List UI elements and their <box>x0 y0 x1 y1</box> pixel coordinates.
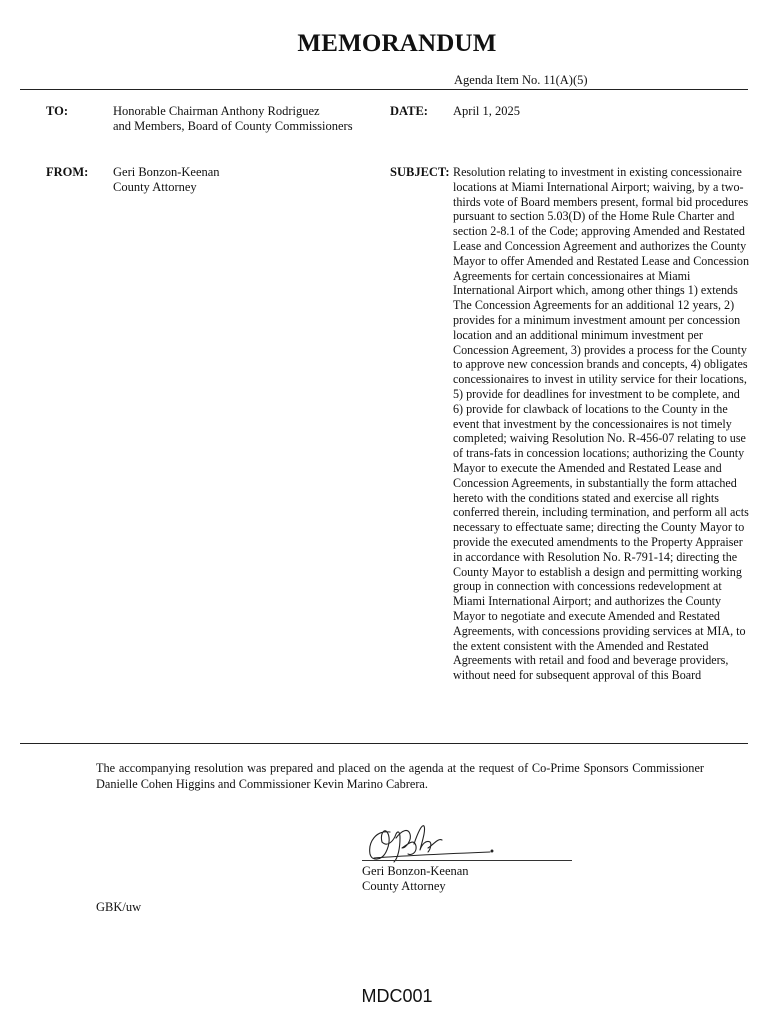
memorandum-title: MEMORANDUM <box>297 30 497 57</box>
typist-initials: GBK/uw <box>96 900 142 914</box>
signature-line <box>362 860 572 861</box>
subject-text: Resolution relating to investment in existing concessionaire locations at Miami International Airport; waiving, by a two-thirds vote of Board members present, formal bid procedures pursuant to section 5.03(D) of the Home Rule Charter and section 2-8.1 of the Code; approving Amended and Restated Lease and Concession Agreement and authorizes the County Mayor to offer Amended and Restated Lease and Concession Agreements for certain concessionaires at Miami International Airport which, among other things 1) extends The Concession Agreements for an additional 12 years, 2) provides for a minimum investment amount per concession location and an additional minimum investment per Concession Agreement, 3) provides a process for the County to approve new concession brands and concepts, 4) obligates concessionaires to invest in utility service for their locations, 5) provide for deadlines for investment to be complete, and 6) provide for clawback of locations to the County in the event that investment by the concessionaires is not timely completed; waiving Resolution No. R-456-07 relating to use of trans-fats in concession locations; authorizing the County Mayor to execute the Amended and Restated Lease and Concession Agreements, in substantially the form attached hereto with the conditions stated and exercise all rights conferred therein, including termination, and perform all acts necessary to effectuate same; directing the County Mayor to provide the executed amendments to the Property Appraiser in accordance with Resolution No. R-791-14; directing the County Mayor to establish a design and permitting working group in connection with concessions redevelopment at Miami International Airport; and authorizes the County Mayor to negotiate and execute Amended and Restated Agreements, with concessions providing services at MIA, to the extent consistent with the Amended and Restated Agreements with retail and food and beverage providers, without need for subsequent approval of this Board <box>453 165 749 683</box>
date-label: DATE: <box>390 104 428 118</box>
from-sender <box>113 165 220 195</box>
agenda-item: Agenda Item No. 11(A)(5) <box>454 73 588 87</box>
to-line-2: and Members, Board of County Commissioners <box>113 118 353 133</box>
signatory-name: Geri Bonzon-Keenan <box>362 864 469 878</box>
signatory-title: County Attorney <box>362 879 446 893</box>
to-line-1: Honorable Chairman Anthony Rodriguez <box>113 104 320 118</box>
from-label: FROM: <box>46 165 89 179</box>
from-line-2: County Attorney <box>113 179 197 194</box>
from-line-1: Geri Bonzon-Keenan <box>113 165 220 179</box>
body-paragraph: The accompanying resolution was prepared and placed on the agenda at the request of Co-Prime Sponsors Commissioner Danielle Cohen Higgins and Commissioner Kevin Marino Cabrera. <box>96 761 704 791</box>
section-rule <box>20 743 748 744</box>
footer-code: MDC001 <box>361 986 433 1006</box>
to-label: TO: <box>46 104 68 118</box>
subject-label: SUBJECT: <box>390 165 450 179</box>
to-recipient <box>113 104 353 134</box>
signature-block <box>362 864 469 894</box>
date-value: April 1, 2025 <box>453 104 521 118</box>
header-rule <box>20 89 748 90</box>
